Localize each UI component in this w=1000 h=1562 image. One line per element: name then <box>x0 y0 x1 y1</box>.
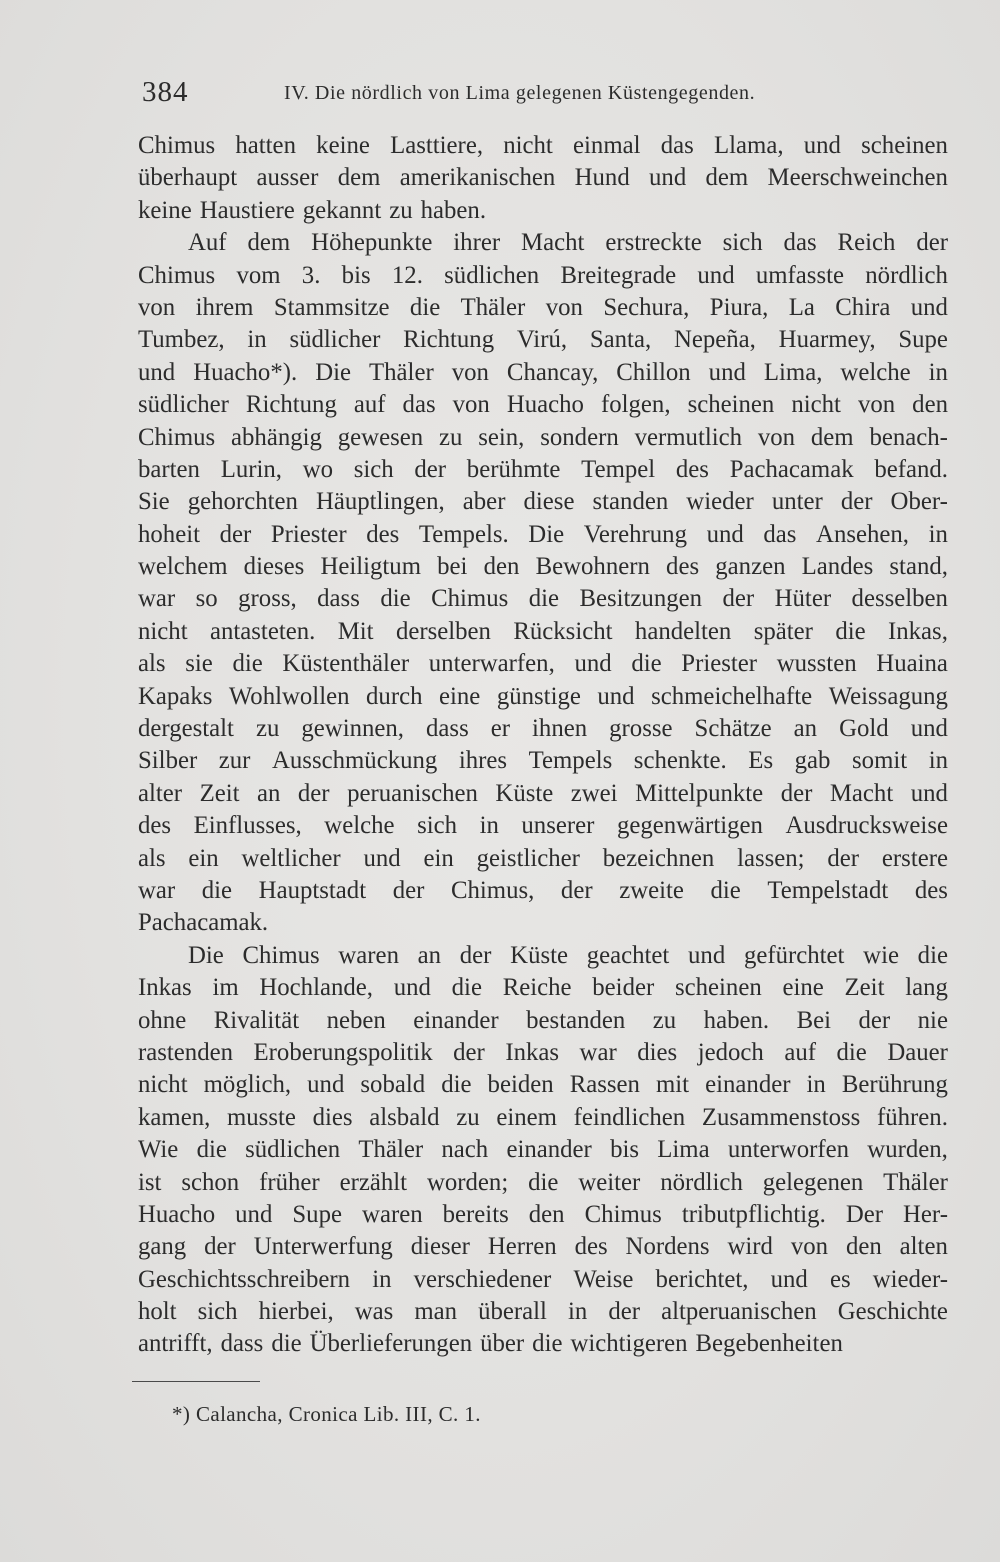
text-line: Pachacamak. <box>138 909 269 937</box>
paragraph <box>138 227 948 940</box>
text-line: welchem dieses Heiligtum bei den Bewohnern des ganzen Landes stand, <box>138 553 948 581</box>
text-line: als ein weltlicher und ein geistlicher bezeichnen lassen; der erstere <box>138 844 948 872</box>
text-line: barten Lurin, wo sich der berühmte Tempel des Pachacamak befand. <box>138 455 948 483</box>
text-line: Wie die südlichen Thäler nach einander bis Lima unterworfen wurden, <box>138 1136 948 1164</box>
footnote-separator <box>132 1381 260 1382</box>
text-line: keine Haustiere gekannt zu haben. <box>138 196 487 224</box>
text-line: Silber zur Ausschmückung ihres Tempels schenkte. Es gab somit in <box>138 747 948 775</box>
text-line: gang der Unterwerfung dieser Herren des Nordens wird von den alten <box>138 1233 948 1261</box>
text-line: hoheit der Priester des Tempels. Die Verehrung und das Ansehen, in <box>138 520 948 548</box>
text-line: nicht möglich, und sobald die beiden Rassen mit einander in Berührung <box>138 1071 948 1099</box>
text-line: Huacho und Supe waren bereits den Chimus tributpflichtig. Der Her- <box>138 1200 948 1228</box>
text-line: südlicher Richtung auf das von Huacho folgen, scheinen nicht von den <box>138 391 948 419</box>
text-line: überhaupt ausser dem amerikanischen Hund und dem Meerschweinchen <box>138 164 948 192</box>
page-header <box>142 76 942 116</box>
text-line: war die Hauptstadt der Chimus, der zweite die Tempelstadt des <box>138 876 948 904</box>
page-number: 384 <box>142 76 189 108</box>
text-line: antrifft, dass die Überlieferungen über die wichtigeren Begebenheiten <box>138 1330 843 1358</box>
text-line: ist schon früher erzählt worden; die weiter nördlich gelegenen Thäler <box>138 1168 948 1196</box>
text-line: Inkas im Hochlande, und die Reiche beider scheinen eine Zeit lang <box>138 974 948 1002</box>
text-line: Chimus hatten keine Lasttiere, nicht einmal das Llama, und scheinen <box>138 132 948 159</box>
paragraph <box>138 940 948 1361</box>
text-line: nicht antasteten. Mit derselben Rücksicht handelten später die Inkas, <box>138 617 948 645</box>
body-text <box>138 130 948 1361</box>
text-line: Chimus abhängig gewesen zu sein, sondern vermutlich von dem benach- <box>138 423 948 451</box>
text-line: ohne Rivalität neben einander bestanden zu haben. Bei der nie <box>138 1006 948 1034</box>
text-line: kamen, musste dies alsbald zu einem feindlichen Zusammenstoss führen. <box>138 1103 948 1131</box>
text-line: Die Chimus waren an der Küste geachtet und gefürchtet wie die <box>188 941 948 969</box>
running-head: IV. Die nördlich von Lima gelegenen Küstengegenden. <box>284 82 756 104</box>
text-line: und Huacho*). Die Thäler von Chancay, Chillon und Lima, welche in <box>138 358 948 386</box>
text-line: dergestalt zu gewinnen, dass er ihnen grosse Schätze an Gold und <box>138 715 948 743</box>
text-line: Auf dem Höhepunkte ihrer Macht erstreckte sich das Reich der <box>188 229 948 257</box>
footnote: *) Calancha, Cronica Lib. III, C. 1. <box>172 1402 481 1426</box>
text-line: des Einflusses, welche sich in unserer gegenwärtigen Ausdrucksweise <box>138 812 948 840</box>
text-line: von ihrem Stammsitze die Thäler von Sechura, Piura, La Chira und <box>138 293 948 321</box>
text-line: Geschichtsschreibern in verschiedener Weise berichtet, und es wieder- <box>138 1265 948 1293</box>
text-line: Chimus vom 3. bis 12. südlichen Breitegrade und umfasste nördlich <box>138 261 948 289</box>
text-line: Kapaks Wohlwollen durch eine günstige und schmeichelhafte Weissagung <box>138 682 948 710</box>
text-line: holt sich hierbei, was man überall in der altperuanischen Geschichte <box>138 1298 948 1326</box>
text-line: als sie die Küstenthäler unterwarfen, und die Priester wussten Huaina <box>138 650 948 678</box>
text-line: Sie gehorchten Häuptlingen, aber diese standen wieder unter der Ober- <box>138 488 948 516</box>
paragraph <box>138 130 948 227</box>
text-line: Tumbez, in südlicher Richtung Virú, Santa, Nepeña, Huarmey, Supe <box>138 326 948 354</box>
text-line: alter Zeit an der peruanischen Küste zwei Mittelpunkte der Macht und <box>138 779 948 807</box>
text-line: rastenden Eroberungspolitik der Inkas war dies jedoch auf die Dauer <box>138 1038 948 1066</box>
text-line: war so gross, dass die Chimus die Besitzungen der Hüter desselben <box>138 585 948 613</box>
